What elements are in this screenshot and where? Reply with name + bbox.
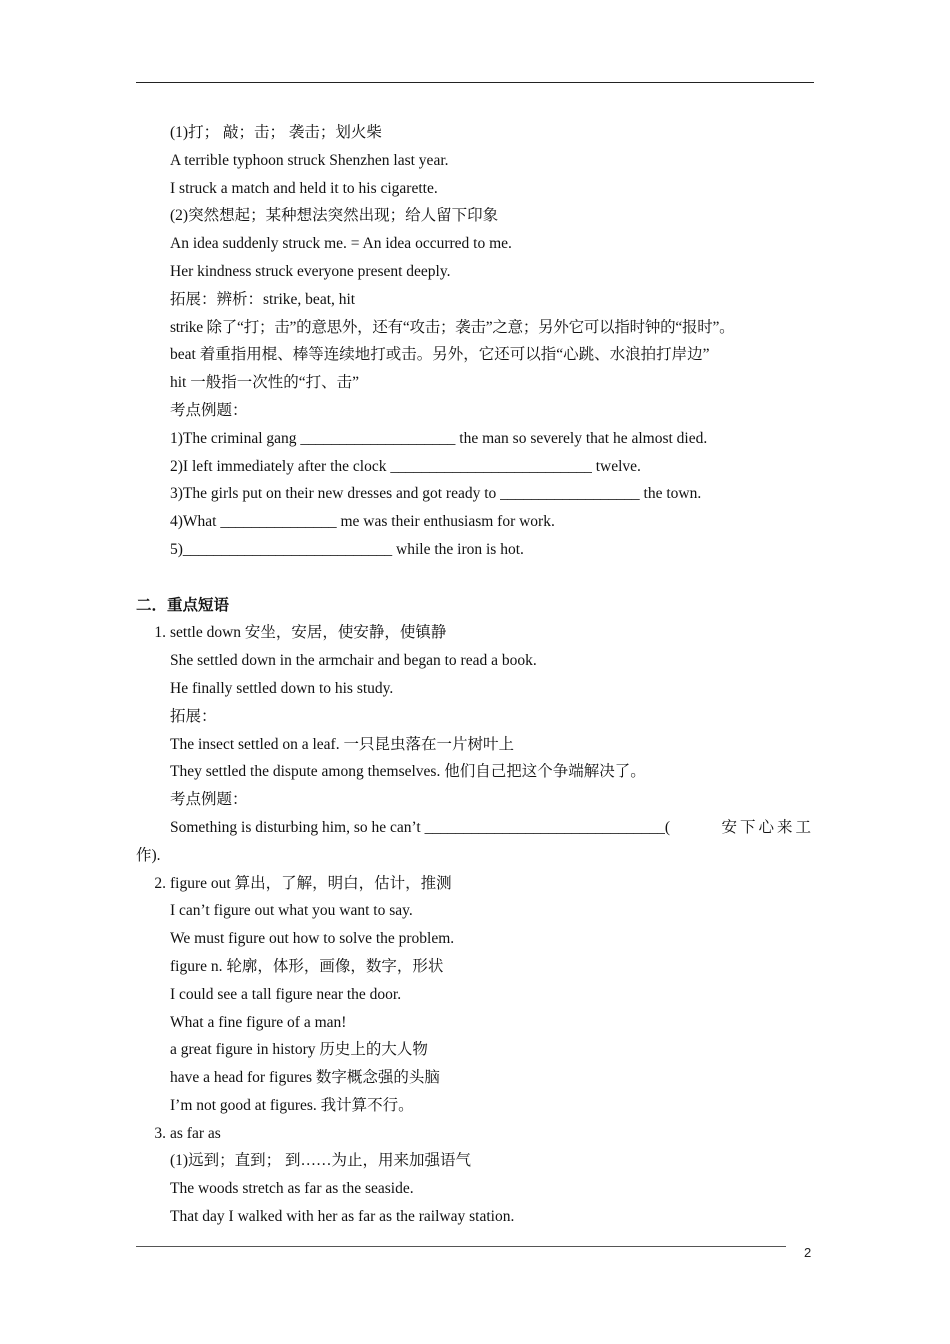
text-line: A terrible typhoon struck Shenzhen last year. [170, 151, 449, 169]
document-body [136, 119, 814, 1231]
spacer [136, 564, 814, 592]
exercise-line: 1)The criminal gang ____________________ the man so severely that he almost died. [170, 429, 708, 447]
text-line: (1)远到；直到； 到……为止，用来加强语气 [170, 1152, 471, 1170]
text-line: have a head for figures 数字概念强的头脑 [170, 1069, 440, 1087]
header-rule [136, 82, 814, 83]
text-line: 考点例题： [170, 791, 248, 809]
exercise-line: 2)I left immediately after the clock __________________________ twelve. [170, 457, 641, 475]
text-line: She settled down in the armchair and began to read a book. [170, 652, 537, 670]
text-line: (1)打； 敲；击； 袭击；划火柴 [170, 124, 382, 141]
text-line: I can’t figure out what you want to say. [170, 902, 413, 920]
text-line: 作). [136, 846, 161, 864]
exercise-text: Something is disturbing him, so he can’t _______________________________( [170, 818, 671, 836]
text-line: He finally settled down to his study. [170, 679, 394, 697]
item-title: settle down 安坐，安居，使安静，使镇静 [170, 624, 447, 642]
exercise-line: 5)___________________________ while the iron is hot. [170, 540, 524, 558]
text-line: An idea suddenly struck me. = An idea occurred to me. [170, 235, 512, 253]
text-line: 考点例题： [170, 401, 248, 419]
text-line: figure n. 轮廓，体形，画像，数字，形状 [170, 957, 444, 975]
page-number: 2 [804, 1245, 812, 1260]
text-line: The insect settled on a leaf. 一只昆虫落在一片树叶上 [170, 735, 514, 753]
item-number: 2. [154, 874, 166, 892]
numbered-item-2 [136, 870, 814, 898]
numbered-item-1 [136, 619, 814, 647]
numbered-item-3 [136, 1120, 814, 1148]
text-line: (2)突然想起；某种想法突然出现；给人留下印象 [170, 207, 499, 225]
item-title: as far as [170, 1124, 221, 1142]
text-line: 拓展：辨析：strike, beat, hit [170, 290, 356, 308]
exercise-line: 4)What _______________ me was their enthusiasm for work. [170, 513, 555, 531]
text-line: strike 除了“打；击”的意思外，还有“攻击；袭击”之意；另外它可以指时钟的“报时”。 [170, 318, 735, 336]
text-line: 拓展： [170, 707, 217, 725]
exercise-line: 3)The girls put on their new dresses and got ready to __________________ the town. [170, 485, 702, 503]
item-number: 1. [154, 624, 166, 642]
text-line: The woods stretch as far as the seaside. [170, 1180, 414, 1198]
text-line: beat 着重指用棍、棒等连续地打或击。另外，它还可以指“心跳、水浪拍打岸边” [170, 346, 710, 364]
item-number: 3. [154, 1124, 166, 1142]
text-line: Her kindness struck everyone present deeply. [170, 262, 451, 280]
text-line: That day I walked with her as far as the railway station. [170, 1208, 515, 1226]
text-line: We must figure out how to solve the problem. [170, 930, 455, 948]
text-line: I struck a match and held it to his cigarette. [170, 179, 438, 197]
exercise-line [136, 814, 814, 842]
section-heading: 二．重点短语 [136, 596, 230, 614]
exercise-hint: 安下心来工 [721, 818, 814, 836]
text-line: What a fine figure of a man! [170, 1013, 347, 1031]
item-title: figure out 算出，了解，明白，估计，推测 [170, 874, 452, 892]
text-line: I could see a tall figure near the door. [170, 985, 402, 1003]
text-line: hit 一般指一次性的“打、击” [170, 374, 359, 392]
footer-rule [136, 1246, 786, 1247]
text-line: They settled the dispute among themselves. 他们自己把这个争端解决了。 [170, 763, 646, 781]
text-line: I’m not good at figures. 我计算不行。 [170, 1096, 414, 1114]
text-line: a great figure in history 历史上的大人物 [170, 1041, 428, 1059]
